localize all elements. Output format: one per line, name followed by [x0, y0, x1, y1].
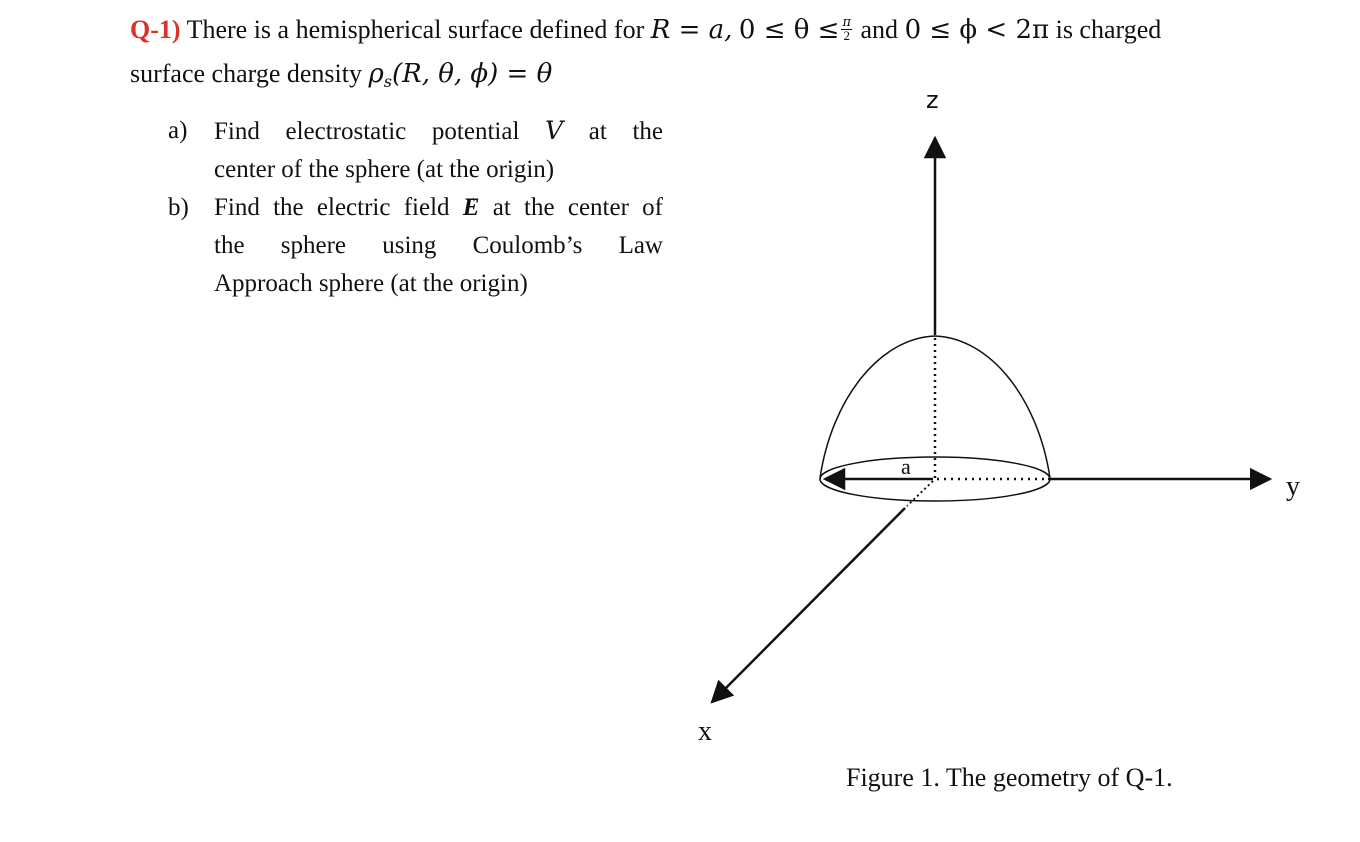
y-axis-label: y	[1286, 471, 1300, 502]
rho-args: (R, θ, ϕ) = θ	[391, 59, 553, 89]
condition-phi: 0 ≤ ϕ < 2π	[904, 15, 1050, 45]
part-a-row-1: Find electrostatic potential V at the	[214, 116, 663, 145]
z-axis-label: z	[926, 86, 939, 114]
pi-over-two-fraction: $\frac{\pi}{2}$	[842, 14, 852, 43]
x-axis-hidden-segment	[907, 481, 933, 506]
part-b-letter: b)	[168, 194, 189, 221]
figure-caption: Figure 1. The geometry of Q-1.	[846, 763, 1173, 792]
rho-subscript: s	[383, 72, 392, 91]
radius-label: a	[901, 454, 911, 479]
part-a-letter: a)	[168, 117, 188, 144]
part-a-row-2: center of the sphere (at the origin)	[214, 156, 555, 183]
condition-theta: 0 ≤ θ ≤	[738, 15, 840, 45]
electric-field-vector-symbol: → E	[463, 194, 480, 221]
part-b-row-1: Find the electric field → E at the center of	[214, 189, 663, 227]
part-b-row-2: the sphere using Coulomb’s Law	[214, 232, 663, 259]
and-word: and	[860, 15, 899, 44]
potential-v-symbol: V	[545, 116, 564, 145]
density-text: surface charge density	[130, 59, 362, 88]
part-b-row-3: Approach sphere (at the origin)	[214, 270, 528, 297]
x-axis	[712, 508, 905, 702]
x-axis-label: x	[698, 716, 712, 747]
question-intro: There is a hemispherical surface defined for	[186, 15, 645, 44]
rho-symbol: ρ	[368, 59, 384, 89]
question-label: Q-1)	[130, 15, 181, 44]
question-tail: is charged	[1055, 15, 1162, 44]
condition-r: R = a,	[650, 15, 733, 45]
